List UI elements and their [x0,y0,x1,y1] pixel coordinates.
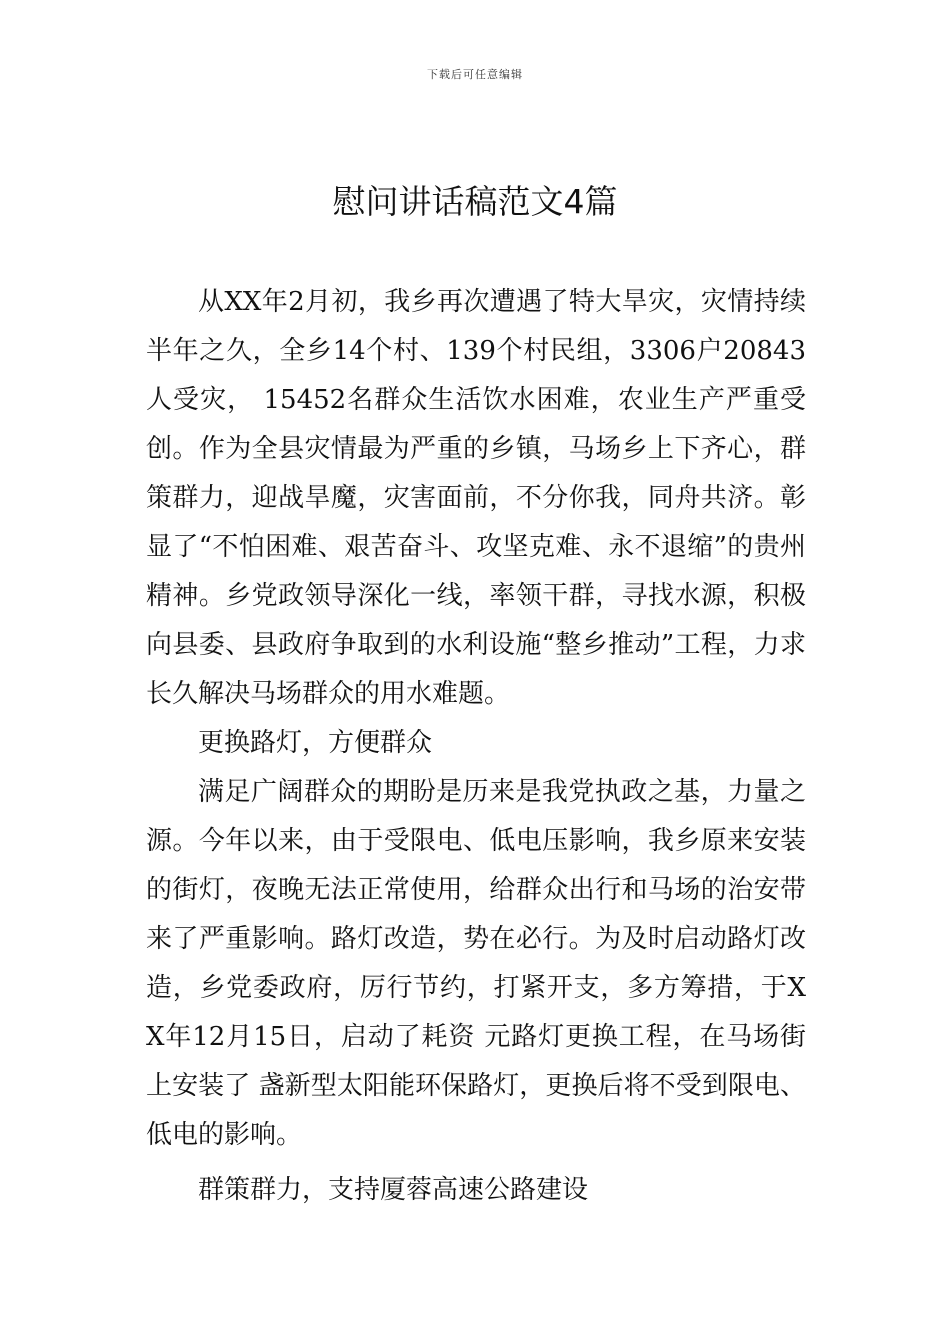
paragraph-streetlights: 满足广阔群众的期盼是历来是我党执政之基，力量之源。今年以来，由于受限电、低电压影响，我乡原来安装的街灯，夜晚无法正常使用，给群众出行和马场的治安带来了严重影响。路灯改造，势在必行。为及时启动路灯改造，乡党委政府，厉行节约，打紧开支，多方筹措，于XX年12月15日，启动了耗资 元路灯更换工程，在马场街上安装了 盏新型太阳能环保路灯，更换后将不受到限电、低电的影响。 [146,777,806,1150]
section-heading-highway: 群策群力，支持厦蓉高速公路建设 [198,1175,589,1205]
document-title: 慰问讲话稿范文4篇 [332,182,618,221]
document-body [146,278,806,1215]
page-header: 下载后可任意编辑 [427,68,523,81]
paragraph-drought-relief: 从XX年2月初，我乡再次遭遇了特大旱灾，灾情持续半年之久，全乡14个村、139个村民组，3306户20843人受灾， 15452名群众生活饮水困难，农业生产严重受创。作为全县灾情最为严重的乡镇，马场乡上下齐心，群策群力，迎战旱魔，灾害面前，不分你我，同舟共济。彰显了“不怕困难、艰苦奋斗、攻坚克难、永不退缩”的贵州精神。乡党政领导深化一线，率领干群，寻找水源，积极向县委、县政府争取到的水利设施“整乡推动”工程，力求长久解决马场群众的用水难题。 [146,287,806,709]
section-heading-streetlights: 更换路灯，方便群众 [198,728,433,758]
